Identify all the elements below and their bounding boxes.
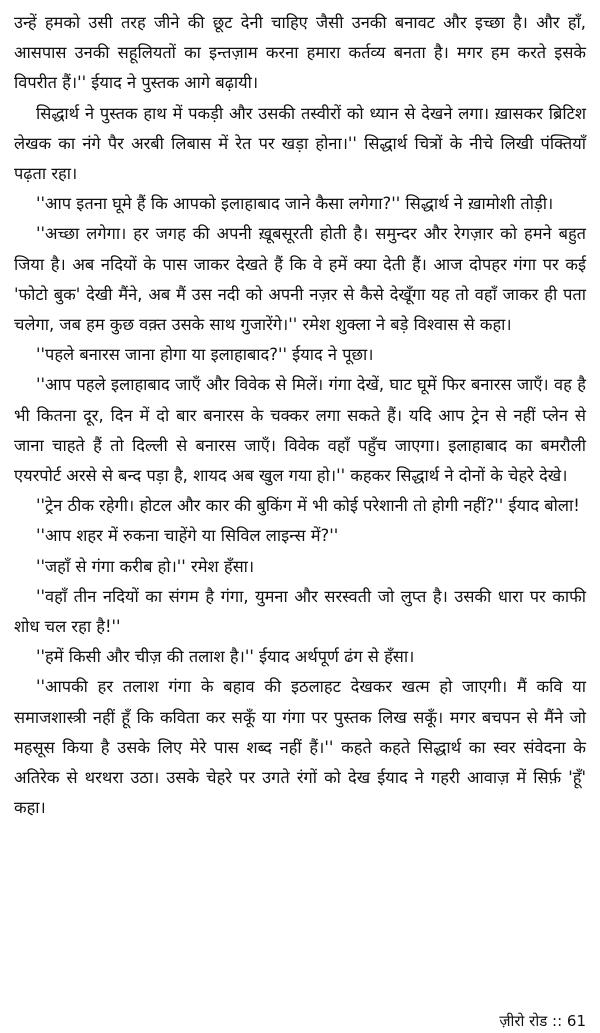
page-body [14, 8, 586, 1025]
paragraph: ''आप इतना घूमे हैं कि आपको इलाहाबाद जाने कैसा लगेगा?'' सिद्धार्थ ने ख़ामोशी तोड़ी। [36, 194, 554, 214]
page-footer [499, 1011, 586, 1031]
paragraph: ''पहले बनारस जाना होगा या इलाहाबाद?'' ईयाद ने पूछा। [36, 345, 374, 365]
paragraph: ''अच्छा लगेगा। हर जगह की अपनी ख़ूबसूरती होती है। समुन्दर और रेगज़ार को हमने बहुत जिया है। अब नदियों के पास जाकर देखते हैं कि वे हमें क्या देती हैं। आज दोपहर गंगा पर कई 'फोटो बुक' देखी मैंने, अब मैं उस नदी को अपनी नज़र से कैसे देखूँगा यह तो वहाँ जाकर ही पता चलेगा, जब हम कुछ वक़्त उसके साथ गुजारेंगे।'' रमेश शुक्ला ने बड़े विश्वास से कहा। [14, 224, 586, 335]
paragraph: ''आपकी हर तलाश गंगा के बहाव की इठलाहट देखकर खत्म हो जाएगी। मैं कवि या समाजशास्त्री नहीं हूँ कि कविता कर सकूँ या गंगा पर पुस्तक लिख सकूँ। मगर बचपन से मैंने जो महसूस किया है उसके लिए मेरे पास शब्द नहीं हैं।'' कहते कहते सिद्धार्थ का स्वर संवेदना के अतिरेक से थरथरा उठा। उसके चेहरे पर उगते रंगों को देख ईयाद ने गहरी आवाज़ में सिर्फ़ 'हूँ' कहा। [14, 677, 586, 818]
paragraph: ''ट्रेन ठीक रहेगी। होटल और कार की बुकिंग में भी कोई परेशानी तो होगी नहीं?'' ईयाद बोला! [36, 496, 580, 516]
footer-separator: :: [552, 1012, 563, 1030]
paragraph: ''वहाँ तीन नदियों का संगम है गंगा, युमना और सरस्वती जो लुप्त है। उसकी धारा पर काफी शोध चल रहा है!'' [14, 586, 586, 637]
paragraph: ''आप शहर में रुकना चाहेंगे या सिविल लाइन्स में?'' [36, 526, 339, 546]
paragraph: ''जहाँ से गंगा करीब हो।'' रमेश हँसा। [36, 556, 255, 576]
page-number: 61 [566, 1012, 586, 1030]
paragraph: सिद्धार्थ ने पुस्तक हाथ में पकड़ी और उसकी तस्वीरों को ध्यान से देखने लगा। ख़ासकर ब्रिटिश लेखक का नंगे पैर अरबी लिबास में रेत पर खड़ा होना।'' सिद्धार्थ चित्रों के नीचे लिखी पंक्तियाँ पढ़ता रहा। [14, 103, 586, 184]
paragraph: उन्हें हमको उसी तरह जीने की छूट देनी चाहिए जैसी उनकी बनावट और इच्छा है। और हाँ, आसपास उनकी सहूलियतों का इन्तज़ाम करना हमारा कर्तव्य बनता है। मगर हम करते इसके विपरीत हैं।'' ईयाद ने पुस्तक आगे बढ़ायी। [14, 13, 586, 93]
paragraph: ''हमें किसी और चीज़ की तलाश है।'' ईयाद अर्थपूर्ण ढंग से हँसा। [36, 647, 415, 667]
paragraph: ''आप पहले इलाहाबाद जाएँ और विवेक से मिलें। गंगा देखें, घाट घूमें फिर बनारस जाएँ। वह है भी कितना दूर, दिन में दो बार बनारस के चक्कर लगा सकते हैं। यदि आप ट्रेन से नहीं प्लेन से जाना चाहते हैं तो दिल्ली से बनारस जाएँ। विवेक वहाँ पहुँच जाएगा। इलाहाबाद का बमरौली एयरपोर्ट अरसे से बन्द पड़ा है, शायद अब खुल गया हो।'' कहकर सिद्धार्थ ने दोनों के चेहरे देखे। [14, 375, 586, 486]
book-title: ज़ीरो रोड [499, 1012, 548, 1030]
